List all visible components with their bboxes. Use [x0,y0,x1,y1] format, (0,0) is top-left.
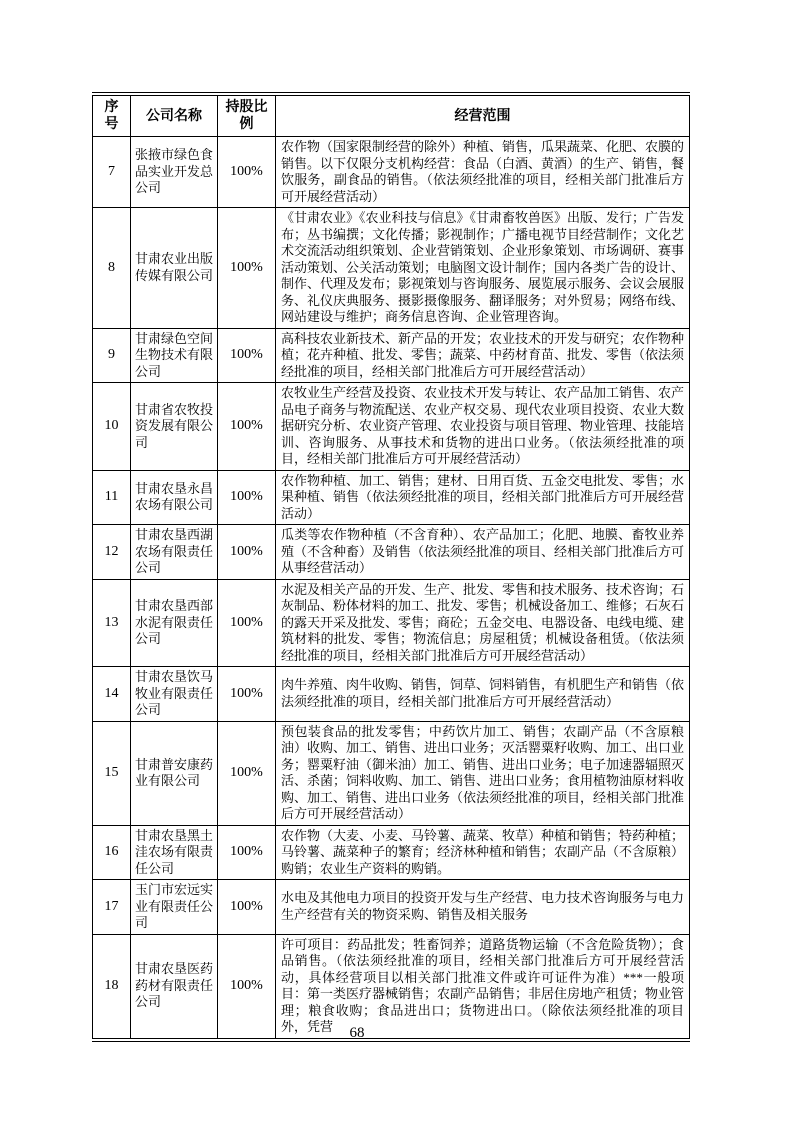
row-serial-number: 7 [93,137,131,208]
subsidiaries-table [92,92,690,1042]
row-company-name: 玉门市宏远实业有限责任公司 [131,880,218,935]
header-serial-number-label: 序号 [104,100,119,132]
row-business-scope: 瓜类等农作物种植（不含育种）、农产品加工；化肥、地膜、畜牧业养殖（不含种畜）及销售（依法须经批准的项目、经相关部门批准后方可从事经营活动） [276,525,690,580]
row-business-scope: 高科技农业新技术、新产品的开发；农业技术的开发与研究；农作物种植；花卉种植、批发、零售；蔬菜、中药材育苗、批发、零售（依法须经批准的项目，经相关部门批准后方可开展经营活动） [276,328,690,383]
row-company-name: 甘肃农垦永昌农场有限公司 [131,470,218,525]
row-company-name: 甘肃农垦黑土洼农场有限责任公司 [131,825,218,880]
row-serial-number: 15 [93,721,131,825]
table-row [93,825,690,880]
header-shareholding-ratio [218,94,276,137]
header-business-scope-label: 经营范围 [454,108,511,124]
table-row [93,328,690,383]
row-shareholding-ratio: 100% [218,934,276,1040]
row-serial-number: 13 [93,579,131,667]
row-business-scope: 《甘肃农业》《农业科技与信息》《甘肃畜牧兽医》出版、发行；广告发布；丛书编撰；文化传播；影视制作；广播电视节目经营制作；文化艺术交流活动组织策划、企业营销策划、企业形象策划、市场调研、赛事活动策划、公关活动策划；电脑图文设计制作；国内各类广告的设计、制作、代理及发布；影视策划与咨询服务、展览展示服务、会议会展服务、礼仪庆典服务、摄影摄像服务、翻译服务；对外贸易；网络布线、网站建设与维护；商务信息咨询、企业管理咨询。 [276,208,690,329]
row-shareholding-ratio: 100% [218,825,276,880]
header-serial-number [93,94,131,137]
row-shareholding-ratio: 100% [218,525,276,580]
row-shareholding-ratio: 100% [218,579,276,667]
row-serial-number: 11 [93,470,131,525]
table-row [93,383,690,471]
row-business-scope: 农作物（大麦、小麦、马铃薯、蔬菜、牧草）种植和销售；特药种植；马铃薯、蔬菜种子的繁育；经济林种植和销售；农副产品（不含原粮）购销；农业生产资料的购销。 [276,825,690,880]
row-business-scope: 农作物（国家限制经营的除外）种植、销售，瓜果蔬菜、化肥、农膜的销售。以下仅限分支机构经营：食品（白酒、黄酒）的生产、销售，餐饮服务，副食品的销售。（依法须经批准的项目，经相关部门批准后方可开展经营活动） [276,137,690,208]
row-business-scope: 水泥及相关产品的开发、生产、批发、零售和技术服务、技术咨询；石灰制品、粉体材料的加工、批发、零售；机械设备加工、维修；石灰石的露天开采及批发、零售；商砼；五金交电、电器设备、电线电缆、建筑材料的批发、零售；物流信息；房屋租赁；机械设备租赁。（依法须经批准的项目，经相关部门批准后方可开展经营活动） [276,579,690,667]
row-company-name: 甘肃绿色空间生物技术有限公司 [131,328,218,383]
row-serial-number: 8 [93,208,131,329]
table-row [93,667,690,722]
row-shareholding-ratio: 100% [218,667,276,722]
row-business-scope: 农牧业生产经营及投资、农业技术开发与转让、农产品加工销售、农产品电子商务与物流配送、农业产权交易、现代农业项目投资、农业大数据研究分析、农业资产管理、农业投资与项目管理、物业管理、技能培训、咨询服务、从事技术和货物的进出口业务。（依法须经批准的项目，经相关部门批准后方可开展经营活动） [276,383,690,471]
table-row [93,721,690,825]
row-business-scope: 农作物种植、加工、销售；建材、日用百货、五金交电批发、零售；水果种植、销售（依法须经批准的项目，经相关部门批准后方可开展经营活动） [276,470,690,525]
row-shareholding-ratio: 100% [218,880,276,935]
row-business-scope: 肉牛养殖、肉牛收购、销售，饲草、饲料销售，有机肥生产和销售（依法须经批准的项目，经相关部门批准后方可开展经营活动） [276,667,690,722]
table-row [93,934,690,1040]
row-serial-number: 18 [93,934,131,1040]
row-serial-number: 10 [93,383,131,471]
row-company-name: 张掖市绿色食品实业开发总公司 [131,137,218,208]
header-company-name [131,94,218,137]
row-serial-number: 9 [93,328,131,383]
row-business-scope: 水电及其他电力项目的投资开发与生产经营、电力技术咨询服务与电力生产经营有关的物资采购、销售及相关服务 [276,880,690,935]
row-company-name: 甘肃农垦饮马牧业有限责任公司 [131,667,218,722]
row-serial-number: 14 [93,667,131,722]
row-company-name: 甘肃普安康药业有限公司 [131,721,218,825]
table-row [93,137,690,208]
row-business-scope: 预包装食品的批发零售；中药饮片加工、销售；农副产品（不含原粮油）收购、加工、销售、进出口业务；灭活罂粟籽收购、加工、出口业务；罂粟籽油（御米油）加工、销售、进出口业务；电子加速器辐照灭活、杀菌；饲料收购、加工、销售、进出口业务；食用植物油原材料收购、加工、销售、进出口业务（依法须经批准的项目，经相关部门批准后方可开展经营活动） [276,721,690,825]
row-company-name: 甘肃农垦西湖农场有限责任公司 [131,525,218,580]
row-serial-number: 16 [93,825,131,880]
row-shareholding-ratio: 100% [218,470,276,525]
table-row [93,470,690,525]
table-row [93,579,690,667]
row-shareholding-ratio: 100% [218,721,276,825]
row-company-name: 甘肃农垦西部水泥有限责任公司 [131,579,218,667]
row-serial-number: 17 [93,880,131,935]
header-shareholding-ratio-label: 持股比例 [225,100,268,132]
row-company-name: 甘肃省农牧投资发展有限公司 [131,383,218,471]
row-shareholding-ratio: 100% [218,208,276,329]
table-row [93,525,690,580]
row-shareholding-ratio: 100% [218,383,276,471]
table-row [93,880,690,935]
row-company-name: 甘肃农垦医药药材有限责任公司 [131,934,218,1040]
header-company-name-label: 公司名称 [146,108,202,124]
row-business-scope: 许可项目：药品批发；牲畜饲养；道路货物运输（不含危险货物）；食品销售。（依法须经批准的项目，经相关部门批准后方可开展经营活动，具体经营项目以相关部门批准文件或许可证件为准）***一般项目：第一类医疗器械销售；农副产品销售；非居住房地产租赁；物业管理；粮食收购；食品进出口；货物进出口。（除依法须经批准的项目外，凭营 [276,934,690,1040]
table-header-row [93,94,690,137]
row-shareholding-ratio: 100% [218,137,276,208]
row-company-name: 甘肃农业出版传媒有限公司 [131,208,218,329]
row-serial-number: 12 [93,525,131,580]
header-business-scope [276,94,690,137]
row-shareholding-ratio: 100% [218,328,276,383]
table-row [93,208,690,329]
page-number: 68 [349,1025,365,1041]
